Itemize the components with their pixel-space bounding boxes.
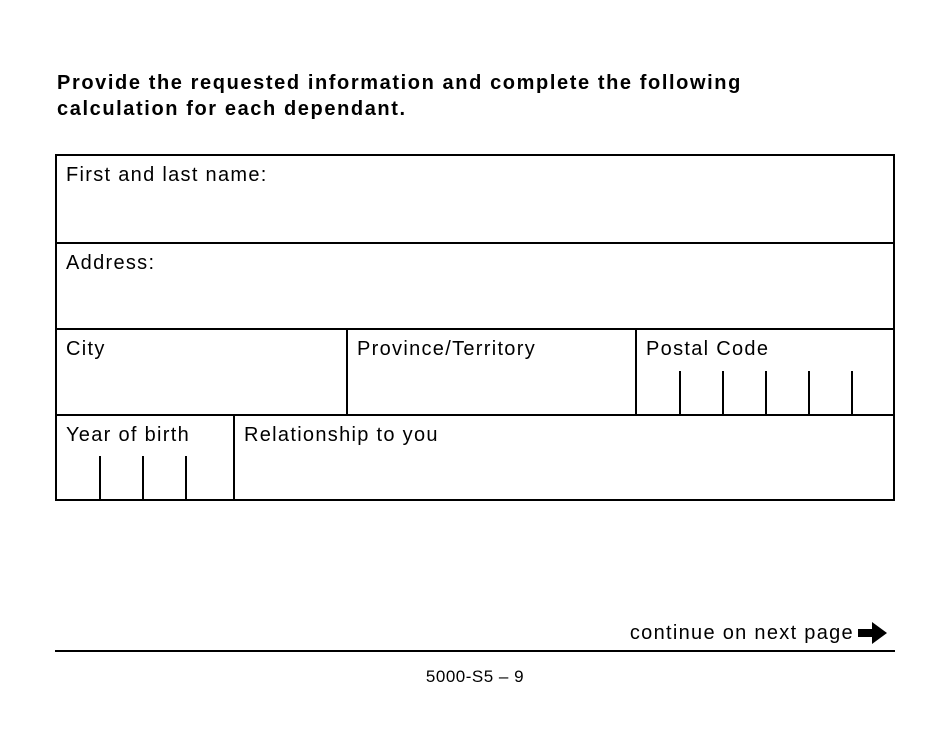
year-of-birth-label: Year of birth — [66, 424, 191, 446]
page-number: 5000-S5 – 9 — [425, 667, 525, 686]
birth-relationship-row — [57, 414, 893, 499]
relationship-label: Relationship to you — [244, 424, 439, 446]
location-row — [57, 328, 893, 414]
name-row — [57, 156, 893, 242]
instructions-text: Provide the requested information and complete the following calculation for each dependant. — [57, 72, 742, 120]
city-label: City — [66, 338, 106, 360]
year-of-birth-field[interactable] — [57, 416, 234, 499]
postal-code-box-divider — [851, 371, 853, 414]
city-field[interactable] — [57, 330, 347, 414]
postal-code-box-divider — [808, 371, 810, 414]
postal-code-box-divider — [679, 371, 681, 414]
year-of-birth-box-divider — [185, 456, 187, 499]
dependant-info-form — [55, 154, 895, 501]
address-row — [57, 242, 893, 328]
address-field[interactable] — [57, 244, 893, 328]
postal-code-box-divider — [765, 371, 767, 414]
year-of-birth-box-divider — [142, 456, 144, 499]
right-arrow-icon — [858, 621, 888, 645]
province-field[interactable] — [346, 330, 636, 414]
continue-notice — [630, 621, 888, 645]
postal-code-box-divider — [722, 371, 724, 414]
postal-code-label: Postal Code — [646, 338, 770, 360]
relationship-field[interactable] — [233, 416, 893, 499]
name-label: First and last name: — [66, 164, 268, 186]
continue-text: continue on next page — [629, 621, 854, 644]
name-field[interactable] — [57, 156, 893, 242]
province-label: Province/Territory — [357, 338, 536, 360]
postal-code-field[interactable] — [635, 330, 893, 414]
address-label: Address: — [66, 252, 156, 274]
year-of-birth-box-divider — [99, 456, 101, 499]
footer-divider — [55, 650, 895, 652]
